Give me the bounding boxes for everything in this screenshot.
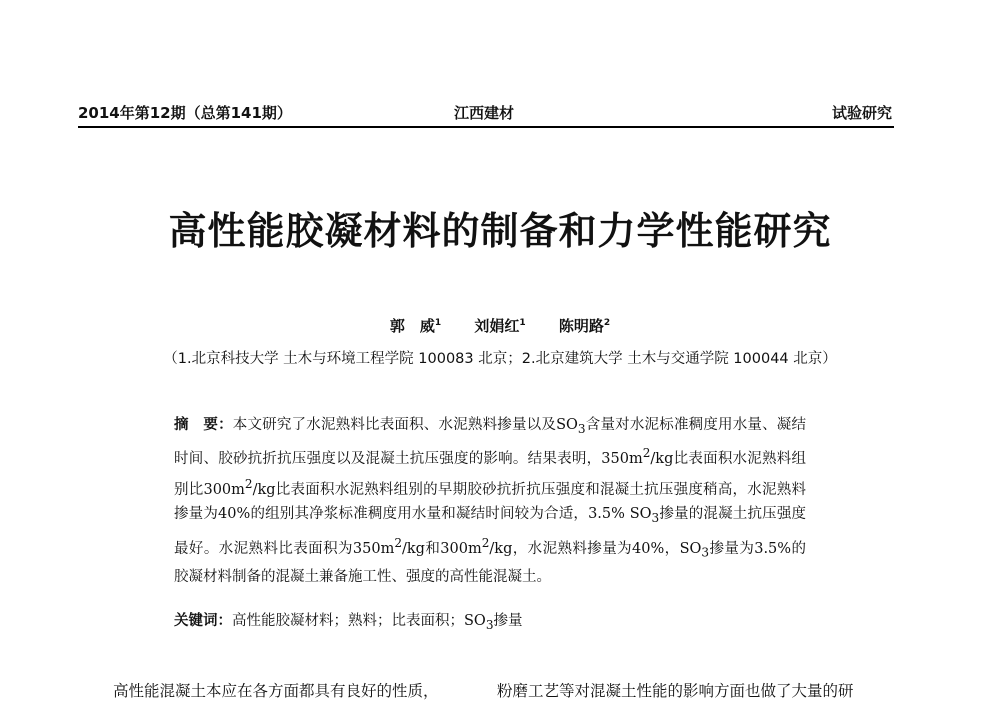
abstract-text: 掺量的混凝土抗压强度最好。水泥熟料比表面积为350m [174, 506, 806, 557]
author-name: 陈明路 [558, 317, 604, 335]
subscript: 3 [577, 421, 586, 436]
keywords-text: 高性能胶凝材料；熟料；比表面积；SO [232, 613, 486, 629]
subscript: 3 [485, 617, 494, 632]
abstract-text: /kg比表面积水泥熟料组别比300m [174, 451, 806, 498]
subscript: 3 [651, 511, 660, 526]
abstract-text: 掺量为3.5%的胶凝材料制备的混凝土兼备施工性、强度的高性能混凝土。 [174, 540, 806, 586]
author-list [0, 315, 1000, 336]
subscript: 3 [701, 545, 710, 560]
superscript: 2 [642, 446, 651, 461]
running-header [78, 100, 894, 128]
author-affil-mark: 2 [603, 318, 611, 328]
author-affil-mark: 1 [434, 318, 442, 328]
author-2 [474, 317, 525, 335]
author-1 [390, 317, 441, 335]
superscript: 2 [481, 535, 490, 550]
abstract-text: /kg比表面积水泥熟料组别的早期胶砂抗折抗压强度和混凝土抗压强度稍高，水泥熟料掺量为40%的组别其净浆标准稠度用水量和凝结时间较为合适，3.5% SO [174, 481, 806, 523]
author-name: 刘娟红 [474, 317, 520, 335]
affiliation: （1.北京科技大学 土木与环境工程学院 100083 北京；2.北京建筑大学 土木与交通学院 100044 北京） [163, 351, 837, 367]
keywords-text: 掺量 [493, 613, 523, 629]
body-text-left: 高性能混凝土本应在各方面都具有良好的性质， [113, 682, 439, 700]
paper-title: 高性能胶凝材料的制备和力学性能研究 [168, 209, 832, 253]
body-text-right: 粉磨工艺等对混凝土性能的影响方面也做了大量的研 [497, 682, 854, 700]
author-affil-mark: 1 [519, 318, 526, 328]
superscript: 2 [394, 535, 403, 550]
abstract-text: 含量对水泥标准稠度用水量、凝结时间、胶砂抗折抗压强度以及混凝土抗压强度的影响。结果表明，350m [174, 417, 806, 468]
keywords [174, 609, 814, 632]
abstract [174, 413, 806, 590]
issue-info: 2014年第12期（总第141期） [78, 104, 292, 122]
journal-name: 江西建材 [454, 104, 515, 122]
abstract-label: 摘 要： [174, 417, 233, 433]
section-name: 试验研究 [831, 104, 892, 122]
author-name: 郭 威 [389, 317, 435, 335]
abstract-text: /kg和300m [402, 540, 482, 557]
abstract-text: /kg，水泥熟料掺量为40%，SO [489, 540, 702, 557]
abstract-text: 本文研究了水泥熟料比表面积、水泥熟料掺量以及SO [232, 417, 578, 433]
author-3 [559, 317, 610, 335]
keywords-label: 关键词： [174, 613, 232, 629]
superscript: 2 [244, 476, 253, 491]
